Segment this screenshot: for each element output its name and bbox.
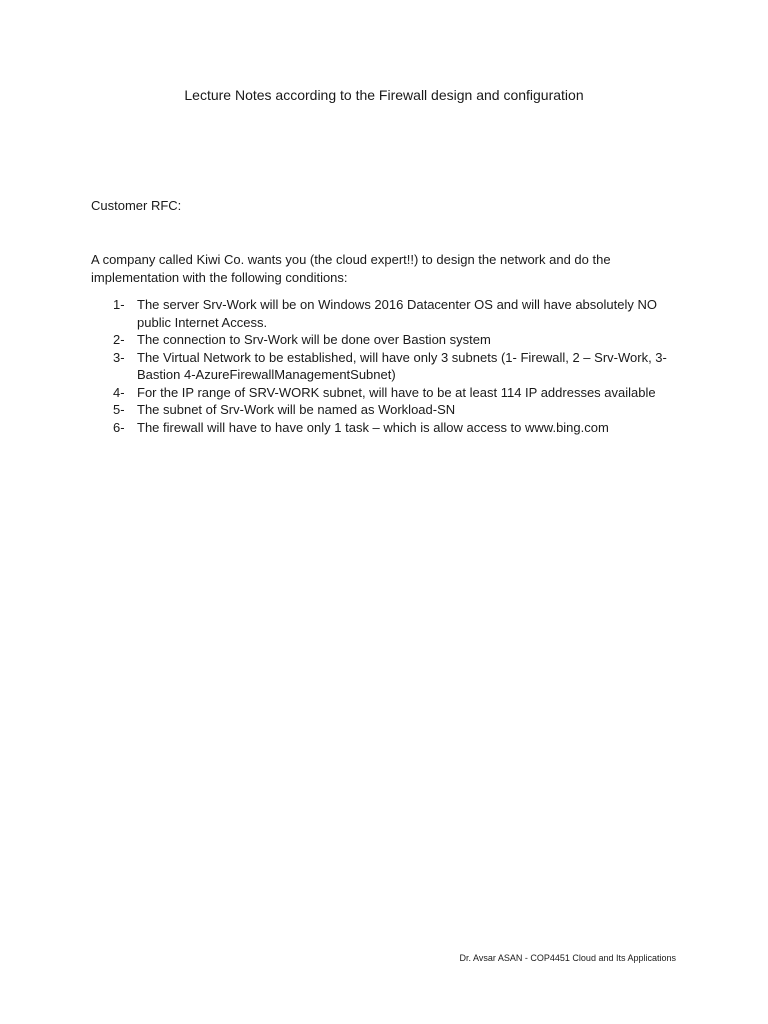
conditions-list [113,296,683,436]
list-item-text: The Virtual Network to be established, will have only 3 subnets (1- Firewall, 2 – Srv-Work, 3-Bastion 4-AzureFirewallManagementSubnet) [137,349,667,382]
list-item-text: The connection to Srv-Work will be done over Bastion system [137,332,491,347]
list-item-number: 6- [113,419,125,435]
list-item [113,419,683,437]
list-item [113,384,683,402]
list-item-text: The server Srv-Work will be on Windows 2016 Datacenter OS and will have absolutely NO public Internet Access. [137,297,657,330]
list-item-text: The firewall will have to have only 1 task – which is allow access to www.bing.com [137,419,609,435]
section-label: Customer RFC: [91,198,182,213]
page-footer: Dr. Avsar ASAN - COP4451 Cloud and Its Applications [459,953,676,963]
list-item-number: 4- [113,384,125,400]
list-item-number: 5- [113,402,125,417]
list-item-number: 2- [113,332,125,347]
document-title: Lecture Notes according to the Firewall design and configuration [184,87,584,103]
list-item-number: 3- [113,349,125,365]
list-item [113,349,683,384]
list-item-text: The subnet of Srv-Work will be named as Workload-SN [137,402,456,417]
list-item-text: For the IP range of SRV-WORK subnet, will have to be at least 114 IP addresses available [137,384,656,400]
list-item [113,401,683,419]
list-item [113,331,683,349]
list-item-number: 1- [113,297,125,312]
list-item [113,296,683,331]
intro-paragraph: A company called Kiwi Co. wants you (the cloud expert!!) to design the network and do the implementation with the following conditions: [91,252,611,285]
